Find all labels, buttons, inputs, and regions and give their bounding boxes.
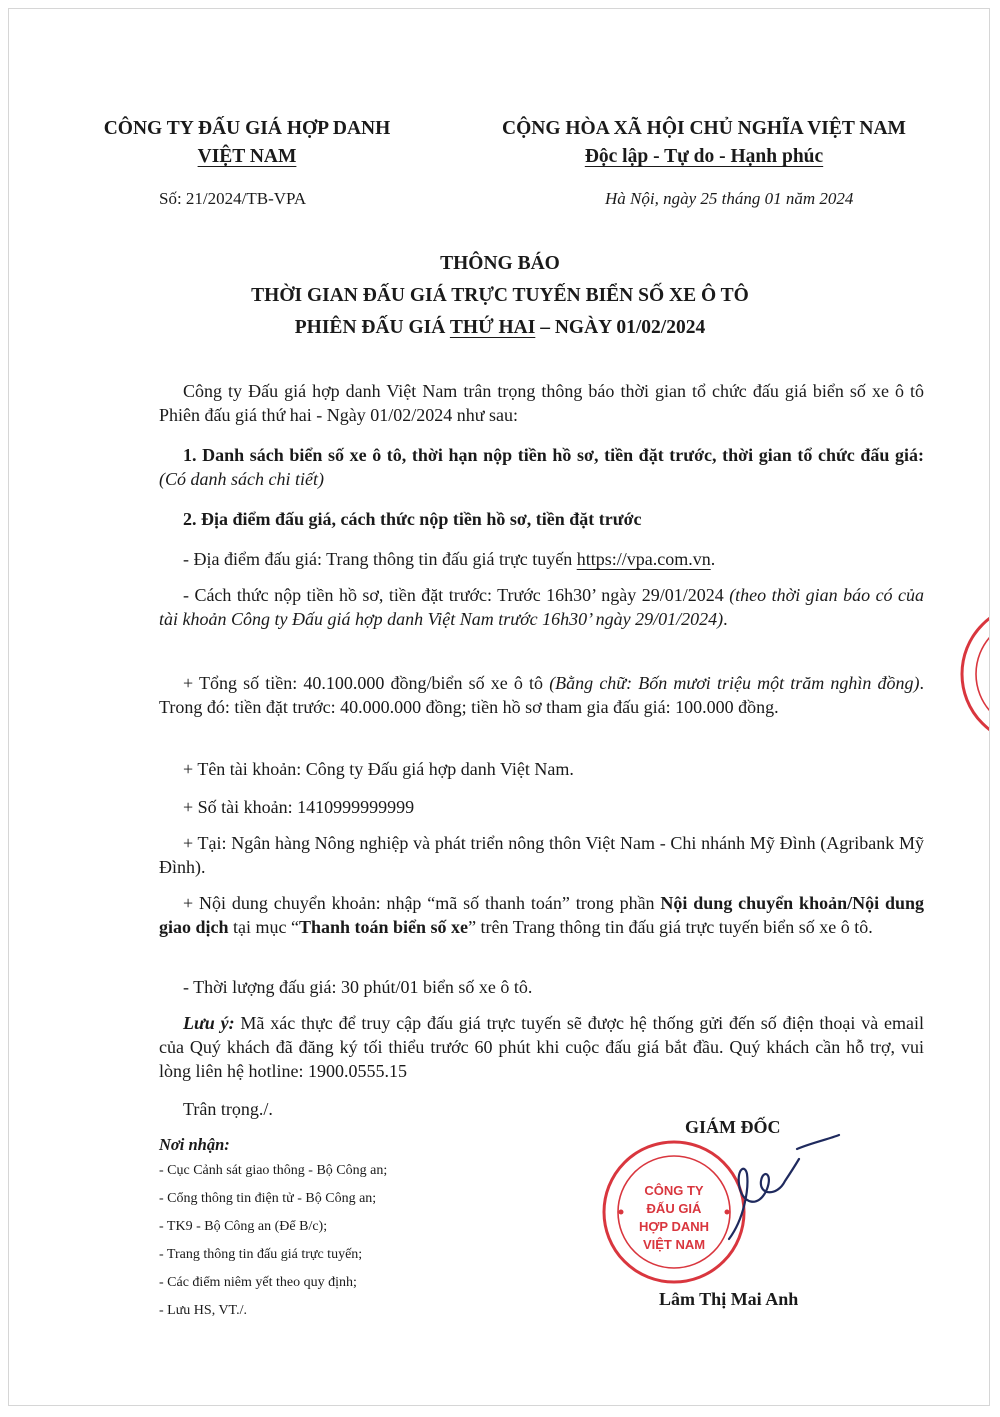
- section-1: 1. Danh sách biển số xe ô tô, thời hạn nộp tiền hồ sơ, tiền đặt trước, thời gian tổ chức đấu giá: (Có danh sách chi tiết): [159, 445, 924, 489]
- recipient-item: - Lưu HS, VT./.: [159, 1303, 247, 1318]
- national-motto: Độc lập - Tự do - Hạnh phúc: [584, 146, 824, 167]
- stamp-text-4: VIỆT NAM: [642, 1237, 706, 1252]
- national-title: CỘNG HÒA XÃ HỘI CHỦ NGHĨA VIỆT NAM: [502, 118, 906, 139]
- section-2-heading: 2. Địa điểm đấu giá, cách thức nộp tiền hồ sơ, tiền đặt trước: [183, 509, 642, 529]
- handwritten-signature: [689, 1129, 849, 1259]
- bank-branch: + Tại: Ngân hàng Nông nghiệp và phát triển nông thôn Việt Nam - Chi nhánh Mỹ Đình (Agribank Mỹ Đình).: [159, 833, 924, 877]
- auction-location: - Địa điểm đấu giá: Trang thông tin đấu giá trực tuyến https://vpa.com.vn.: [183, 549, 716, 569]
- session-title: PHIÊN ĐẤU GIÁ THỨ HAI – NGÀY 01/02/2024: [294, 317, 706, 338]
- recipients-heading: Nơi nhận:: [159, 1135, 230, 1154]
- stamp-text-1: CÔNG TY: [644, 1183, 704, 1198]
- stamp-text-2: ĐẤU GIÁ: [646, 1201, 702, 1216]
- document-body: [159, 9, 924, 1119]
- auction-duration: - Thời lượng đấu giá: 30 phút/01 biển số xe ô tô.: [183, 977, 533, 997]
- recipient-item: - Các điểm niêm yết theo quy định;: [159, 1275, 357, 1290]
- website-link[interactable]: https://vpa.com.vn: [576, 549, 711, 569]
- company-name: CÔNG TY ĐẤU GIÁ HỢP DANH: [103, 118, 391, 139]
- recipient-item: - Trang thông tin đấu giá trực tuyến;: [159, 1247, 363, 1262]
- place-date: Hà Nội, ngày 25 tháng 01 năm 2024: [605, 189, 854, 208]
- payment-method: - Cách thức nộp tiền hồ sơ, tiền đặt trước: Trước 16h30’ ngày 29/01/2024 (theo thời gian báo có của tài khoản Công ty Đấu giá hợp danh Việt Nam trước 16h30’ ngày 29/01/2024).: [159, 585, 924, 629]
- document-title: THÔNG BÁO: [440, 253, 560, 274]
- stamp-star-left: [619, 1210, 624, 1215]
- signature-stroke: [729, 1135, 839, 1239]
- document-page: [8, 8, 990, 1406]
- intro-paragraph: Công ty Đấu giá hợp danh Việt Nam trân trọng thông báo thời gian tổ chức đấu giá biển số xe ô tô Phiên đấu giá thứ hai - Ngày 01/02/2024 như sau:: [159, 381, 924, 425]
- note-paragraph: Lưu ý: Mã xác thực để truy cập đấu giá trực tuyến sẽ được hệ thống gửi đến số điện thoại và email của Quý khách đã đăng ký tối thiểu trước 60 phút khi cuộc đấu giá bắt đầu. Quý khách cần hỗ trợ, vui lòng liên hệ hotline: 1900.0555.15: [159, 1013, 924, 1081]
- account-name: + Tên tài khoản: Công ty Đấu giá hợp danh Việt Nam.: [183, 759, 574, 779]
- closing-remark: Trân trọng./.: [183, 1099, 273, 1119]
- stamp-text-3: HỢP DANH: [638, 1219, 710, 1234]
- signer-name: Lâm Thị Mai Anh: [659, 1289, 799, 1309]
- document-number: Số: 21/2024/TB-VPA: [159, 189, 307, 208]
- document-subtitle: THỜI GIAN ĐẤU GIÁ TRỰC TUYẾN BIỂN SỐ XE Ô TÔ: [251, 285, 749, 306]
- recipient-item: - Cục Cảnh sát giao thông - Bộ Công an;: [159, 1163, 388, 1178]
- company-name-line2: VIỆT NAM: [197, 146, 297, 167]
- recipients-list: [159, 1157, 519, 1325]
- recipients-block: [159, 1133, 519, 1325]
- recipient-item: - TK9 - Bộ Công an (Để B/c);: [159, 1219, 328, 1234]
- transfer-content: + Nội dung chuyển khoản: nhập “mã số thanh toán” trong phần Nội dung chuyển khoản/Nội dung giao dịch tại mục “Thanh toán biển số xe” trên Trang thông tin đấu giá trực tuyến biển số xe ô tô.: [159, 893, 924, 937]
- recipient-item: - Cổng thông tin điện tử - Bộ Công an;: [159, 1191, 377, 1206]
- account-number: + Số tài khoản: 1410999999999: [183, 797, 415, 817]
- partial-stamp: [957, 599, 990, 749]
- signature-role: GIÁM ĐỐC: [685, 1117, 781, 1137]
- total-amount: + Tổng số tiền: 40.100.000 đồng/biển số xe ô tô (Bằng chữ: Bốn mươi triệu một trăm nghìn đồng). Trong đó: tiền đặt trước: 40.000.000 đồng; tiền hồ sơ tham gia đấu giá: 100.000 đồng.: [159, 673, 924, 717]
